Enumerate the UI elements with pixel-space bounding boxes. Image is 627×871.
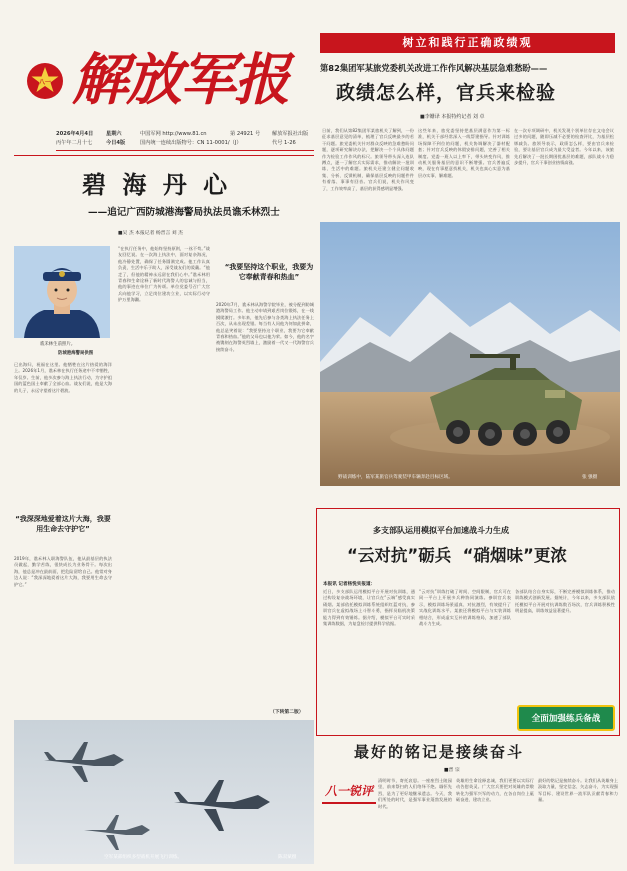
commentary-col-3: 最好的铭记是接续奋斗。让我们从英雄身上汲取力量，坚定信念、矢志奋斗，为实现强军目标、建设世界一流军队贡献青春和力量。 [538,778,618,803]
boxed-headline: “云对抗”砺兵 “硝烟味”更浓 [347,546,567,565]
fighter-jets-credit: 陈双斌摄 [278,855,297,860]
army-emblem-icon [26,62,64,100]
issue-info [56,130,314,150]
portrait-photo [14,246,110,338]
training-badge-label: 全面加强练兵备战 [531,714,601,724]
theme-banner: 树立和践行正确政绩观 [320,33,615,53]
top-story-kicker: 第82集团军某旅党委机关改进工作作风解决基层急难愁盼—— [320,63,548,73]
boxed-byline: 本报讯 记者杨悦实报道： [323,582,376,587]
commentary-col-1: 清明时节，寄托哀思。一座座烈士陵园里，前来祭扫的人们络绎不绝。缅怀先烈，是为了更好地继承遗志。今天，我们所处的时代，是强军事业蓬勃发展的时代。 [378,778,452,809]
top-story-col-1: 日前，我们从第82集团军某旅机关了解到，一份征求基层意见的清单，梳理了官兵反映最多的若干问题。旅党委机关针对群众反映的急难愁盼问题，逐项研究解决办法，把解决一个个具体问题作为检验工作作风的标尺。旅领导带头深入连队蹲点，逐一了解官兵实际需求，推动解决一批训练、生活中的难题。旅机关还建立健全问题收集、分析、反馈机制，确保基层反映的问题件件有着落、事事有回音。官兵们说，机关作风变了，工作效率高了，基层的获得感明显增强。 [322,128,414,191]
issue-weekday: 星期六 [106,131,122,137]
masthead [14,26,294,126]
armored-vehicle-credit: 张 强摄 [582,475,598,480]
commentary-byline: ■晋 宗 [444,768,460,773]
portrait-caption: 谯禾林生前照片。 [40,342,76,347]
feature-col-1: 已出海归，祝福在这里。他牺牲在这片热爱的海洋上。2026年1月，谯禾林在执行任务途中不幸牺牲，年仅岁。生前，他多次参与海上执法行动，为守护祖国的蓝色国土奉献了全部心血。战友们说，他是大海的儿子，永远守望着这片碧波。 [14,362,112,393]
publisher: 解放军报社出版 [272,131,309,137]
commentary-col-2: 英雄用生命诠释忠诚，我们更要以实际行动告慰英灵。广大官兵要把对英雄的崇敬转化为强军兴军的动力，在各自岗位上砥砺奋进、建功立业。 [456,778,534,803]
serial-number: 第 24921 号 [230,131,261,137]
feature-headline: 碧 海 丹 心 [82,171,232,199]
pullquote-1: “我深深地爱着这片大海，我要用生命去守护它” [15,515,111,533]
fighter-jets-photo [14,720,314,864]
masthead-title: 解放军报 [72,47,288,113]
boxed-kicker: 多支部队运用模拟平台加速战斗力生成 [373,526,509,535]
masthead-rule [56,150,314,151]
top-story-byline: ■李姗译 本报特约记者 刘 卓 [420,114,485,120]
issue-date: 2026年4月4日 [56,131,94,137]
top-story-headline: 政绩怎么样，官兵来检验 [336,82,557,104]
portrait-credit: 防城港海警局供图 [58,351,94,356]
top-story-col-2: 这些年来，旅党委坚持把基层满意作为第一标准，机关干部经常深入一线帮建指导。针对训练场保障不到位的问题，机关协调解决了器材配套；针对官兵反映的休假安排问题，完善了相关制度。党委一班人以上率下，带头转变作风，推动机关服务基层的意识不断增强。官兵普遍反映，现在有事愿意找机关，机关也真心实意为基层办实事、解难题。 [418,128,510,178]
postal-code: 代号 1-26 [272,140,296,146]
training-badge [517,705,615,731]
boxed-col-3: 各部队结合自身实际，不断完善模拟训练体系，推动训练模式创新发展。据统计，今年以来，多支部队依托模拟平台开展对抗训练数百场次，官兵训练积极性明显提高，训练效益显著提升。 [515,589,615,614]
armored-vehicle-caption: 野战训练中，陆军某旅官兵驾驶装甲车辆奔赴目标区域。 [338,475,453,480]
feature-subhead: ——追记广西防城港海警局执法员谯禾林烈士 [88,207,280,218]
commentary-rule [322,802,376,804]
commentary-column-badge [322,778,376,802]
commentary-headline: 最好的铭记是接续奋斗 [354,743,525,761]
boxed-col-1: 近日，多支部队运用模拟平台开展对抗训练，通过构设复杂战场环境，让官兵在“云端”感受真实硝烟。某部依托模拟训练系统组织红蓝对抗，参训官兵在虚拟战场上斗智斗勇，指挥员临机决策能力得到有效锤炼。据介绍，模拟平台可实时采集训练数据，为复盘检讨提供科学依据。 [323,589,415,627]
feature-byline: ■吴 杰 本报记者 杨晋言 刘 杰 [118,231,183,236]
serial-code: 国内统一连续出版物号：CN 11-0001/（J） [140,140,242,146]
site-url: 中国军网 http://www.81.cn [140,131,207,137]
boxed-story [316,508,620,736]
feature-top-rule [14,155,314,156]
issue-lunar: 丙午年二月十七 [56,140,93,146]
issue-edition: 今日4版 [106,140,126,146]
feature-col-1b: 2019年，谯禾林入职海警队伍，他从最基层的执法员做起，勤学苦练，很快成长为业务骨干。每次出海，他总是冲在最前面，把危险留给自己。他常对身边人说：“我深深地爱着这片大海，我要用生命去守护它。” [14,556,112,587]
armored-vehicle-photo [320,222,620,486]
feature-col-3: 2020年7月，谯禾林从海警学院毕业，被分配到防城港海警局工作。他主动申请到艰苦岗位锻炼，在一线摸爬滚打。多年来，他先后参与各类海上执法任务上百次，从未出现差错。每当有人问他为何如此拼命，他总是笑着说：“我要坚持这个职业，我要为它奉献青春和热血。”他的父母也以他为荣。如今，他的名字被镌刻在海警英烈墙上，激励着一代又一代海警官兵接续奋斗。 [216,302,314,352]
boxed-col-2: “云对抗”训练打破了时间、空间限制，官兵可在同一平台上开展多兵种协同演练。参训官兵表示，模拟训练场景逼真、对抗激烈，有效提升了实战化训练水平。某旅还将模拟平台与实装训练相结合，形成虚实互补的训练格局，加速了部队战斗力生成。 [419,589,511,627]
fighter-jets-caption: 空军某部组织多型战机开展飞行训练。 [104,855,183,860]
feature-col-2: “在执行任务中，他始终坚持原则，一丝不苟。”战友回忆说。在一次海上执法中，面对复杂海况，他冷静处置，确保了任务圆满完成。他工作认真负责，生活中乐于助人，深受战友们的爱戴。“他走了，但他的精神永远留在我们心中。”谯禾林用青春和生命诠释了新时代海警人的忠诚与担当，他的事迹在单位广为传颂。单位党委号召广大官兵向他学习，立足岗位建功立业，以实际行动守护万里海疆。 [118,246,210,303]
top-story-col-3: 在一次专项调研中，机关发现个别单位存在文电会议过多的问题，随即压减不必要的检查评比，为基层松绑减负。旅领导表示，政绩怎么样，要由官兵来检验，要让基层官兵成为最大受益者。今年以来，该旅先后解决了一批长期困扰基层的难题，部队战斗力稳步提升，官兵干事创业热情高涨。 [514,128,614,166]
pullquote-2: “我要坚持这个职业，我要为它奉献青春和热血” [224,263,314,281]
feature-continued: （下转第二版） [270,710,304,715]
svg-text:八一: 八一 [38,79,52,86]
commentary-column-label: 八一锐评 [324,783,373,798]
